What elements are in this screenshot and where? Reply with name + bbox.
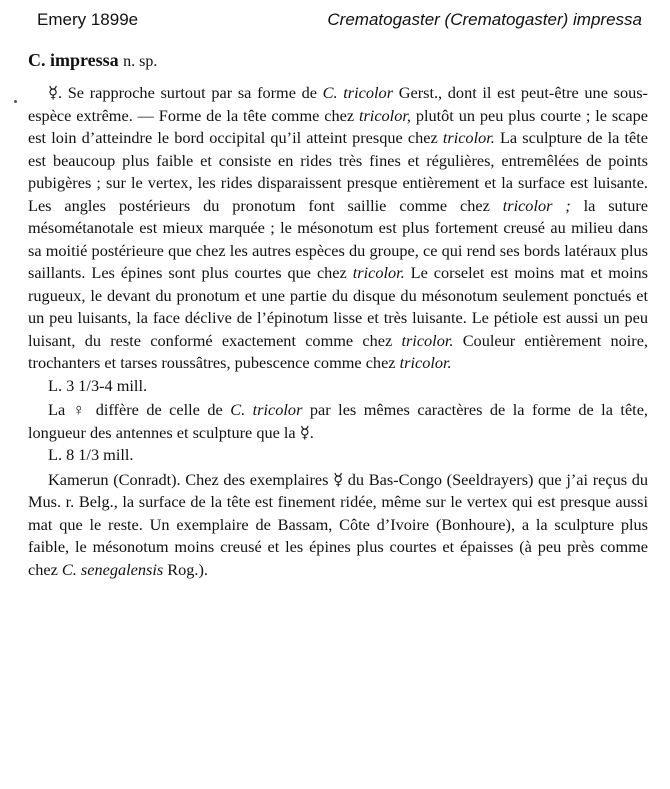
- species-name: C. impressa: [28, 50, 119, 70]
- italic-term: tricolor.: [442, 128, 495, 147]
- taxon-name: Crematogaster (Crematogaster) impressa: [327, 10, 642, 29]
- italic-term: tricolor.: [352, 263, 405, 282]
- italic-term: C. senegalensis: [61, 559, 164, 579]
- italic-term: C. tricolor: [230, 400, 303, 419]
- text-run: Le corselet est moins mat et moins rugueux, le devant du pronotum et une partie du disque du mésonotum seulement ponctués et un peu luisants, la face déclive de l’épinotum lisse et très luisante. Le pétiole est aussi un peu luisant, du reste conformé exactement comme chez: [28, 263, 648, 350]
- text-run: Kamerun (Conradt). Chez des exemplaires ☿ du Bas-Congo (Seeldrayers) que j’ai reçus du Mus. r. Belg., la surface de la tête est finement ridée, même sur le vertex qui est presque aussi mat que le reste. Un exemplaire de Bassam, Côte d’Ivoire (Bonhoure), a la sculpture plus faible, le mésonotum moins creusé et les épines plus courtes et épaisses (à peu près comme chez: [28, 469, 648, 579]
- document-body: [28, 48, 648, 581]
- text-run: la suture mésométanotale est mieux marquée ; le mésonotum est plus fortement creusé au milieu dans sa moitié postérieure que chez les autres espèces du groupe, ce qui rend ses bords latéraux plus saillants. Les épines sont plus courtes que chez: [28, 195, 648, 282]
- text-run: Rog.).: [163, 559, 208, 579]
- text-run: par les mêmes caractères de la forme de la tête, longueur des antennes et sculpture que la ☿.: [28, 400, 648, 442]
- margin-speck: [14, 100, 17, 103]
- worker-description-paragraph: [28, 82, 648, 375]
- italic-term: tricolor.: [399, 353, 452, 372]
- locality-paragraph: [28, 469, 648, 582]
- female-length: L. 8 1/3 mill.: [48, 445, 134, 464]
- text-run: La sculpture de la tête est beaucoup plus faible et consiste en rides très fines et régulières, entremêlées de points pubigères ; sur le vertex, les rides disparaissent presque entièrement et la surface est luisante. Les angles postérieurs du pronotum font saillie comme chez: [28, 128, 648, 215]
- female-description-paragraph: [28, 399, 648, 444]
- italic-term: tricolor.: [401, 330, 454, 350]
- text-run: Couleur entièrement noire, trochanters et tarses roussâtres, pubescence comme chez: [28, 330, 648, 372]
- page-header: [37, 8, 642, 32]
- text-run: Se rapproche surtout par sa forme de: [62, 83, 323, 102]
- species-status: n. sp.: [123, 53, 158, 70]
- worker-symbol: ☿.: [48, 83, 63, 102]
- text-run: Gerst., dont il est peut-être une sous-espèce extrême. — Forme de la tête comme chez: [28, 83, 648, 125]
- worker-length: L. 3 1/3-4 mill.: [48, 375, 148, 395]
- species-title: [28, 48, 648, 74]
- text-run: plutôt un peu plus courte ; le scape est loin d’atteindre le bord occipital qu’il atteint presque chez: [28, 105, 649, 147]
- italic-term: tricolor,: [358, 105, 411, 125]
- italic-term: tricolor ;: [502, 195, 571, 215]
- text-run: La ♀ diffère de celle de: [48, 400, 231, 419]
- italic-term: C. tricolor: [322, 83, 394, 102]
- reference-citation: Emery 1899e: [37, 10, 139, 29]
